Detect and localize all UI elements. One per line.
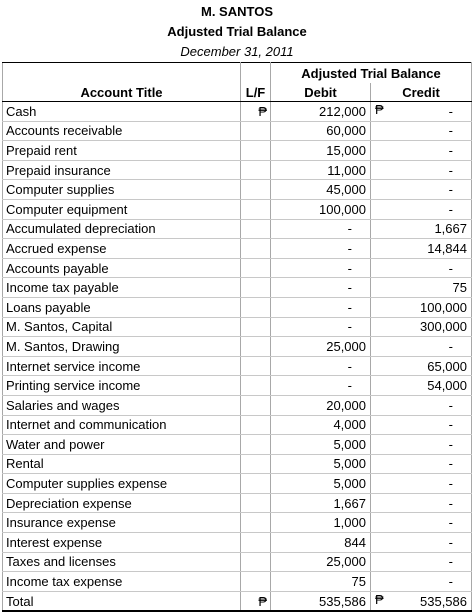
credit-cell xyxy=(371,297,472,317)
credit-cell xyxy=(371,493,472,513)
lf-cell xyxy=(241,572,271,592)
lf-cell xyxy=(241,356,271,376)
debit-cell xyxy=(271,297,371,317)
trial-balance-table xyxy=(2,62,472,612)
account-title-cell: M. Santos, Capital xyxy=(3,317,241,337)
account-title-cell: Internet and communication xyxy=(3,415,241,435)
credit-value: - xyxy=(448,515,453,531)
account-title-cell: Income tax expense xyxy=(3,572,241,592)
credit-cell xyxy=(371,180,472,200)
credit-cell xyxy=(371,121,472,141)
header-row-columns xyxy=(3,83,472,102)
credit-cell xyxy=(371,572,472,592)
credit-cell xyxy=(371,435,472,455)
debit-value: 20,000 xyxy=(326,397,366,413)
debit-cell xyxy=(271,552,371,572)
lf-cell xyxy=(241,591,271,611)
debit-cell xyxy=(271,239,371,259)
credit-cell xyxy=(371,395,472,415)
credit-cell xyxy=(371,356,472,376)
debit-cell xyxy=(271,415,371,435)
lf-cell xyxy=(241,297,271,317)
credit-cell xyxy=(371,160,472,180)
lf-cell xyxy=(241,141,271,161)
table-row xyxy=(3,493,472,513)
credit-cell xyxy=(371,258,472,278)
credit-value: - xyxy=(448,574,453,590)
total-row xyxy=(3,591,472,611)
credit-cell xyxy=(371,552,472,572)
column-header-lf: L/F xyxy=(241,83,271,102)
debit-value: - xyxy=(347,378,352,394)
table-row xyxy=(3,180,472,200)
credit-value: - xyxy=(448,436,453,452)
credit-value: - xyxy=(448,103,453,119)
debit-cell xyxy=(271,572,371,592)
credit-value: - xyxy=(448,456,453,472)
credit-cell xyxy=(371,102,472,122)
debit-value: 5,000 xyxy=(333,456,366,472)
table-row xyxy=(3,219,472,239)
credit-cell xyxy=(371,591,472,611)
account-title-cell: Insurance expense xyxy=(3,513,241,533)
account-title-cell: M. Santos, Drawing xyxy=(3,337,241,357)
lf-cell xyxy=(241,552,271,572)
debit-cell xyxy=(271,337,371,357)
account-title-cell: Accounts receivable xyxy=(3,121,241,141)
debit-value: - xyxy=(347,319,352,335)
account-title-cell: Computer supplies expense xyxy=(3,474,241,494)
debit-value: - xyxy=(347,260,352,276)
credit-cell xyxy=(371,376,472,396)
credit-cell xyxy=(371,317,472,337)
credit-value: - xyxy=(448,495,453,511)
credit-cell xyxy=(371,337,472,357)
account-title-cell: Rental xyxy=(3,454,241,474)
debit-cell xyxy=(271,474,371,494)
table-row xyxy=(3,102,472,122)
debit-value: 60,000 xyxy=(326,123,366,139)
credit-value: 14,844 xyxy=(427,240,467,256)
table-row xyxy=(3,395,472,415)
account-title-cell: Computer supplies xyxy=(3,180,241,200)
credit-value: 100,000 xyxy=(420,299,467,315)
debit-value: 844 xyxy=(344,534,366,550)
credit-value: - xyxy=(448,123,453,139)
credit-cell xyxy=(371,199,472,219)
debit-cell xyxy=(271,180,371,200)
table-row xyxy=(3,317,472,337)
credit-cell xyxy=(371,278,472,298)
account-title-cell: Cash xyxy=(3,102,241,122)
lf-cell xyxy=(241,474,271,494)
lf-cell xyxy=(241,258,271,278)
report-date: December 31, 2011 xyxy=(180,44,294,59)
debit-cell xyxy=(271,141,371,161)
debit-value: - xyxy=(347,280,352,296)
debit-value: 4,000 xyxy=(333,417,366,433)
lf-cell xyxy=(241,337,271,357)
account-title-cell: Printing service income xyxy=(3,376,241,396)
lf-cell xyxy=(241,513,271,533)
account-title-cell: Prepaid insurance xyxy=(3,160,241,180)
debit-cell xyxy=(271,591,371,611)
debit-value: 1,667 xyxy=(333,495,366,511)
debit-cell xyxy=(271,199,371,219)
debit-cell xyxy=(271,102,371,122)
credit-value: 300,000 xyxy=(420,319,467,335)
debit-cell xyxy=(271,278,371,298)
lf-cell xyxy=(241,278,271,298)
table-row xyxy=(3,199,472,219)
table-row xyxy=(3,141,472,161)
debit-value: 25,000 xyxy=(326,338,366,354)
debit-value: 5,000 xyxy=(333,436,366,452)
debit-cell xyxy=(271,258,371,278)
table-row xyxy=(3,160,472,180)
credit-cell xyxy=(371,513,472,533)
debit-value: - xyxy=(347,358,352,374)
account-title-cell: Taxes and licenses xyxy=(3,552,241,572)
credit-cell xyxy=(371,141,472,161)
credit-value: - xyxy=(448,417,453,433)
account-title-cell: Internet service income xyxy=(3,356,241,376)
table-row xyxy=(3,376,472,396)
company-name: M. SANTOS xyxy=(201,4,273,19)
account-title-cell: Income tax payable xyxy=(3,278,241,298)
group-header: Adjusted Trial Balance xyxy=(271,63,472,84)
credit-value: 54,000 xyxy=(427,378,467,394)
table-row xyxy=(3,552,472,572)
table-row xyxy=(3,454,472,474)
credit-value: - xyxy=(448,201,453,217)
credit-cell xyxy=(371,474,472,494)
lf-cell xyxy=(241,121,271,141)
debit-value: 75 xyxy=(351,574,366,590)
table-row xyxy=(3,415,472,435)
debit-value: 25,000 xyxy=(326,554,366,570)
debit-cell xyxy=(271,454,371,474)
account-title-cell: Loans payable xyxy=(3,297,241,317)
credit-value: - xyxy=(448,476,453,492)
credit-cell xyxy=(371,454,472,474)
lf-cell xyxy=(241,219,271,239)
debit-value: - xyxy=(347,299,352,315)
lf-cell xyxy=(241,239,271,259)
currency-symbol: ₱ xyxy=(375,591,384,607)
credit-value: - xyxy=(448,162,453,178)
report-heading xyxy=(0,0,474,62)
lf-cell xyxy=(241,533,271,553)
credit-value: - xyxy=(448,260,453,276)
lf-cell xyxy=(241,395,271,415)
debit-value: - xyxy=(347,221,352,237)
lf-cell xyxy=(241,493,271,513)
account-title-cell: Depreciation expense xyxy=(3,493,241,513)
debit-value: 15,000 xyxy=(326,142,366,158)
total-label: Total xyxy=(3,591,241,611)
debit-value: 45,000 xyxy=(326,182,366,198)
table-row xyxy=(3,435,472,455)
debit-value: 11,000 xyxy=(327,162,366,178)
header-row-group xyxy=(3,63,472,84)
debit-value: 100,000 xyxy=(319,201,366,217)
report-title: Adjusted Trial Balance xyxy=(167,24,307,39)
credit-value: - xyxy=(448,182,453,198)
debit-value: 535,586 xyxy=(319,593,366,609)
account-title-cell: Computer equipment xyxy=(3,199,241,219)
credit-value: 535,586 xyxy=(420,593,467,609)
table-row xyxy=(3,297,472,317)
currency-symbol: ₱ xyxy=(258,103,267,119)
credit-cell xyxy=(371,415,472,435)
debit-cell xyxy=(271,160,371,180)
table-row xyxy=(3,239,472,259)
table-row xyxy=(3,121,472,141)
credit-cell xyxy=(371,239,472,259)
debit-cell xyxy=(271,121,371,141)
account-title-cell: Salaries and wages xyxy=(3,395,241,415)
table-row xyxy=(3,572,472,592)
debit-cell xyxy=(271,493,371,513)
debit-cell xyxy=(271,356,371,376)
table-row xyxy=(3,258,472,278)
lf-cell xyxy=(241,160,271,180)
table-row xyxy=(3,533,472,553)
debit-cell xyxy=(271,395,371,415)
credit-value: 1,667 xyxy=(434,221,467,237)
debit-cell xyxy=(271,533,371,553)
debit-cell xyxy=(271,513,371,533)
currency-symbol: ₱ xyxy=(258,593,267,609)
debit-value: 5,000 xyxy=(333,476,366,492)
account-title-cell: Accumulated depreciation xyxy=(3,219,241,239)
debit-cell xyxy=(271,376,371,396)
lf-cell xyxy=(241,415,271,435)
debit-cell xyxy=(271,435,371,455)
credit-value: 65,000 xyxy=(427,358,467,374)
lf-cell xyxy=(241,454,271,474)
credit-value: 75 xyxy=(452,280,467,296)
debit-value: - xyxy=(347,240,352,256)
lf-cell xyxy=(241,102,271,122)
credit-cell xyxy=(371,219,472,239)
column-header-account: Account Title xyxy=(3,83,241,102)
credit-value: - xyxy=(448,338,453,354)
account-title-cell: Interest expense xyxy=(3,533,241,553)
table-row xyxy=(3,278,472,298)
debit-cell xyxy=(271,317,371,337)
account-title-cell: Accounts payable xyxy=(3,258,241,278)
credit-value: - xyxy=(448,534,453,550)
credit-cell xyxy=(371,533,472,553)
account-title-cell: Water and power xyxy=(3,435,241,455)
table-row xyxy=(3,356,472,376)
table-row xyxy=(3,337,472,357)
lf-cell xyxy=(241,317,271,337)
account-title-cell: Accrued expense xyxy=(3,239,241,259)
credit-value: - xyxy=(448,397,453,413)
debit-cell xyxy=(271,219,371,239)
column-header-credit: Credit xyxy=(371,83,472,102)
debit-value: 1,000 xyxy=(333,515,366,531)
debit-value: 212,000 xyxy=(319,103,366,119)
credit-value: - xyxy=(448,142,453,158)
currency-symbol: ₱ xyxy=(375,102,384,117)
lf-cell xyxy=(241,435,271,455)
lf-cell xyxy=(241,376,271,396)
lf-cell xyxy=(241,199,271,219)
account-title-cell: Prepaid rent xyxy=(3,141,241,161)
table-row xyxy=(3,513,472,533)
lf-cell xyxy=(241,180,271,200)
column-header-debit: Debit xyxy=(271,83,371,102)
credit-value: - xyxy=(448,554,453,570)
table-row xyxy=(3,474,472,494)
